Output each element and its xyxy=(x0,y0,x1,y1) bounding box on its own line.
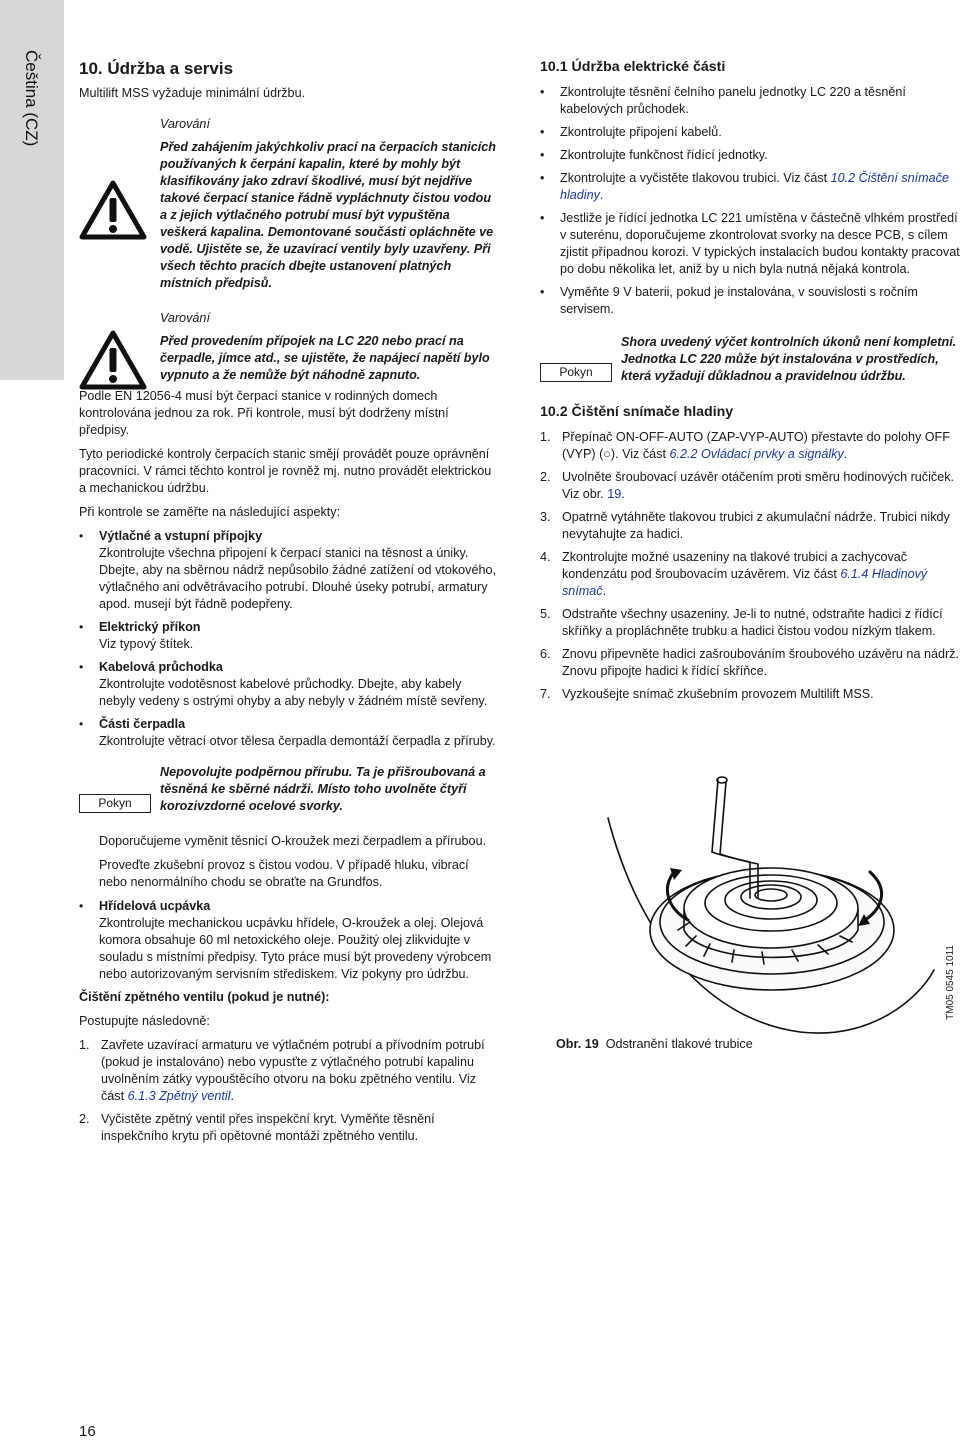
step-item xyxy=(79,1037,499,1105)
electrical-maintenance-list xyxy=(540,84,960,318)
step-number: 4. xyxy=(540,550,551,564)
step-number: 1. xyxy=(540,430,551,444)
step-text: Přepínač ON-OFF-AUTO (ZAP-VYP-AUTO) přestavte do polohy OFF (VYP) ( xyxy=(562,430,950,461)
warning-block-1 xyxy=(79,116,499,292)
list-item-title: • Kabelová průchodka xyxy=(99,660,223,674)
warning-text: Před provedením přípojek na LC 220 nebo prací na čerpadle, jímce atd., se ujistěte, že napájecí napětí bylo vypnuto a že nemůže být náhodně zapnuto. xyxy=(160,334,490,382)
right-column xyxy=(540,58,960,709)
figure-label: Obr. 19 xyxy=(556,1037,599,1051)
step-text-tail: . xyxy=(230,1089,235,1103)
step-item xyxy=(540,686,960,703)
list-item-text: Zkontrolujte vodotěsnost kabelové průchodky. Dbejte, aby kabely nebyly vedeny s ostrými ohyby a aby nebyly v žádném místě sevřeny. xyxy=(99,677,488,708)
list-item-text: Jestliže je řídící jednotka LC 221 umístěna v částečně vlhkém prostředí v suterénu, doporučujeme zkontrolovat svorky na desce PCB, s cílem zjistit případnou korozi. V typických instalacích budou kontakty pracovat po dobu několika let, aniž by u nich byla nutná nějaká kontrola. xyxy=(560,211,960,276)
step-text-tail: . xyxy=(843,447,848,461)
off-symbol-icon: ○ xyxy=(603,447,611,461)
warning-triangle-icon xyxy=(79,180,147,240)
step-number: 6. xyxy=(540,647,551,661)
list-item-text: Zkontrolujte všechna připojení k čerpací stanici na těsnost a úniky. Dbejte, aby na sběrnou nádrž nepůsobilo žádné zatížení od vtokového, výtlačného ani odvětrávacího potrubí. Dlouhé úseky potrubí, armatury apod. musejí být řádně podepřeny. xyxy=(99,546,496,611)
step-text-mid: ). Viz část xyxy=(610,447,670,461)
list-item-text: Zkontrolujte připojení kabelů. xyxy=(560,125,722,139)
step-number: 3. xyxy=(540,510,551,524)
list-item-title: • Výtlačné a vstupní přípojky xyxy=(99,529,263,543)
note-block-2 xyxy=(540,334,960,385)
list-item xyxy=(540,147,960,164)
warning-title: Varování xyxy=(160,117,210,131)
step-text: Vyčistěte zpětný ventil přes inspekční kryt. Vyměňte těsnění inspekčního krytu při opětovné montáži zpětného ventilu. xyxy=(101,1112,435,1143)
list-item xyxy=(79,659,499,710)
figure-code: TM05 0545 1011 xyxy=(945,945,956,1020)
list-item xyxy=(540,210,960,278)
step-item xyxy=(540,509,960,543)
list-item-text: Zkontrolujte a vyčistěte tlakovou trubici. Viz část xyxy=(560,171,831,185)
warning-text: Před zahájením jakýchkoliv prací na čerpacích stanicích používaných k čerpání kapalin, které by mohly být klasifikovány jako zdraví škodlivé, musí být nejdříve takové čerpací stanice řádně vypláchnuty čistou vodou a z jejich výtlačného potrubí musí být vypuštěna veškerá kapalina. Demontované součásti opláchněte ve vodě. Ujistěte se, že uzavírací ventily byly uzavřeny. Při všech těchto pracích dbejte ustanovení platných místních předpisů. xyxy=(160,140,496,290)
step-number: 1. xyxy=(79,1038,90,1052)
step-text: Vyzkoušejte snímač zkušebním provozem Multilift MSS. xyxy=(562,687,874,701)
list-item xyxy=(540,170,960,204)
paragraph-test-run: Proveďte zkušební provoz s čistou vodou. V případě hluku, vibrací nebo nenormálního chodu se obraťte na Grundfos. xyxy=(99,858,469,889)
step-text: Znovu připevněte hadici zašroubováním šroubového uzávěru na nádrž. Znovu připojte hadici k řídící skříňce. xyxy=(562,647,959,678)
shaft-seal-list xyxy=(79,898,499,983)
step-text: Zkontrolujte možné usazeniny na tlakové trubici a zachycovač kondenzátu pod šroubovacím uzávěrem. Viz část xyxy=(562,550,908,581)
paragraph-aspects: Při kontrole se zaměřte na následující aspekty: xyxy=(79,505,341,519)
step-item xyxy=(540,469,960,503)
list-item xyxy=(540,284,960,318)
figure-caption-text: Odstranění tlakové trubice xyxy=(605,1037,753,1051)
step-number: 7. xyxy=(540,687,551,701)
step-item xyxy=(540,646,960,680)
intro-text: Multilift MSS vyžaduje minimální údržbu. xyxy=(79,86,306,100)
list-item-text: Zkontrolujte větrací otvor tělesa čerpadla demontáží čerpadla z příruby. xyxy=(99,734,496,748)
note-label: Pokyn xyxy=(79,794,151,813)
list-item xyxy=(540,124,960,141)
list-item-tail: . xyxy=(599,188,604,202)
list-item xyxy=(79,898,499,983)
list-item-text: Vyměňte 9 V baterii, pokud je instalována, v souvislosti s ročním servisem. xyxy=(560,285,918,316)
list-item-text: Zkontrolujte mechanickou ucpávku hřídele, O-kroužek a olej. Olejová komora obsahuje 60 ml netoxického oleje. Použitý olej zlikvidujte v souladu s místními předpisy. Tyto práce musí být provedeny výrobcem nebo autorizovaným servisním střediskem. Viz pokyny pro údržbu. xyxy=(99,916,492,981)
step-number: 5. xyxy=(540,607,551,621)
list-item xyxy=(79,716,499,750)
language-tab xyxy=(0,0,64,380)
subsection-title-electrical: 10.1 Údržba elektrické části xyxy=(540,59,726,75)
step-text: Uvolněte šroubovací uzávěr otáčením proti směru hodinových ručiček. Viz obr. xyxy=(562,470,954,501)
check-valve-steps xyxy=(79,1037,499,1145)
list-item-text: Viz typový štítek. xyxy=(99,637,194,651)
cross-reference-link[interactable]: 6.1.3 Zpětný ventil xyxy=(127,1089,231,1103)
list-item-text: Zkontrolujte funkčnost řídící jednotky. xyxy=(560,148,768,162)
check-valve-heading: Čištění zpětného ventilu (pokud je nutné): xyxy=(79,990,330,1004)
warning-triangle-icon xyxy=(79,330,147,390)
list-item xyxy=(540,84,960,118)
step-text: Opatrně vytáhněte tlakovou trubici z akumulační nádrže. Trubici nikdy nevytahujte za hadici. xyxy=(562,510,950,541)
step-item xyxy=(79,1111,499,1145)
step-item xyxy=(540,549,960,600)
paragraph-en12056: Podle EN 12056-4 musí být čerpací stanice v rodinných domech kontrolována jednou za rok. Při kontrole, musí být dodrženy místní předpisy. xyxy=(79,389,449,437)
step-item xyxy=(540,429,960,463)
section-title: 10. Údržba a servis xyxy=(79,59,234,78)
list-item-title: • Části čerpadla xyxy=(99,717,186,731)
step-text-tail: . xyxy=(621,487,625,501)
list-item-title: • Hřídelová ucpávka xyxy=(99,899,211,913)
language-tab-label: Čeština (CZ) xyxy=(22,50,41,147)
procedure-intro: Postupujte následovně: xyxy=(79,1014,210,1028)
figure-reference-link[interactable]: 19 xyxy=(607,487,622,501)
step-text-tail: . xyxy=(602,584,607,598)
cross-reference-link[interactable]: 6.2.2 Ovládací prvky a signálky xyxy=(669,447,844,461)
paragraph-o-ring: Doporučujeme vyměnit těsnicí O-kroužek mezi čerpadlem a přírubou. xyxy=(99,834,487,848)
list-item xyxy=(79,528,499,613)
note-text: Nepovolujte podpěrnou přírubu. Ta je přišroubovaná a těsněná ke sběrné nádrži. Místo toho uvolněte čtyři korozivzdorné ocelové svorky. xyxy=(160,765,486,813)
inspection-list xyxy=(79,528,499,750)
cross-reference-link[interactable]: 10.2 Čištění snímače hladiny xyxy=(560,171,949,202)
subsection-title-level-sensor: 10.2 Čištění snímače hladiny xyxy=(540,404,734,420)
step-item xyxy=(540,606,960,640)
note-text: Shora uvedený výčet kontrolních úkonů není kompletní. Jednotka LC 220 může být instalována v prostředích, která vyžadují důkladnou a pravidelnou údržbu. xyxy=(621,335,957,383)
step-number: 2. xyxy=(79,1112,90,1126)
note-block-1 xyxy=(79,764,499,815)
paragraph-periodic-checks: Tyto periodické kontroly čerpacích stanic smějí provádět pouze oprávnění pracovníci. V rámci těchto kontrol je rovněž mj. nutno provádět elektrickou a mechanickou údržbu. xyxy=(79,447,492,495)
level-sensor-steps xyxy=(540,429,960,703)
figure-caption xyxy=(556,1036,753,1053)
step-text: Zavřete uzavírací armaturu ve výtlačném potrubí a přívodním potrubí (pokud je instalováno) nebo vypusťte z výtlačného potrubí kapalinu uvolněním zátky vypouštěcího otvoru na boku zpětného ventilu. Viz část xyxy=(101,1038,485,1103)
list-item xyxy=(79,619,499,653)
note-label: Pokyn xyxy=(540,363,612,382)
warning-title: Varování xyxy=(160,311,210,325)
list-item-text: Zkontrolujte těsnění čelního panelu jednotky LC 220 a těsnění kabelových průchodek. xyxy=(560,85,906,116)
step-text: Odstraňte všechny usazeniny. Je-li to nutné, odstraňte hadici z řídící skříňky a propláchněte trubku a hadici čistou vodou nízkým tlakem. xyxy=(562,607,943,638)
left-column xyxy=(79,58,499,1151)
warning-block-2 xyxy=(79,310,499,384)
cross-reference-link[interactable]: 6.1.4 Hladinový snímač xyxy=(562,567,928,598)
list-item-title: • Elektrický příkon xyxy=(99,620,201,634)
step-number: 2. xyxy=(540,470,551,484)
pressure-tube-illustration xyxy=(600,760,940,1040)
page-number: 16 xyxy=(79,1423,96,1440)
